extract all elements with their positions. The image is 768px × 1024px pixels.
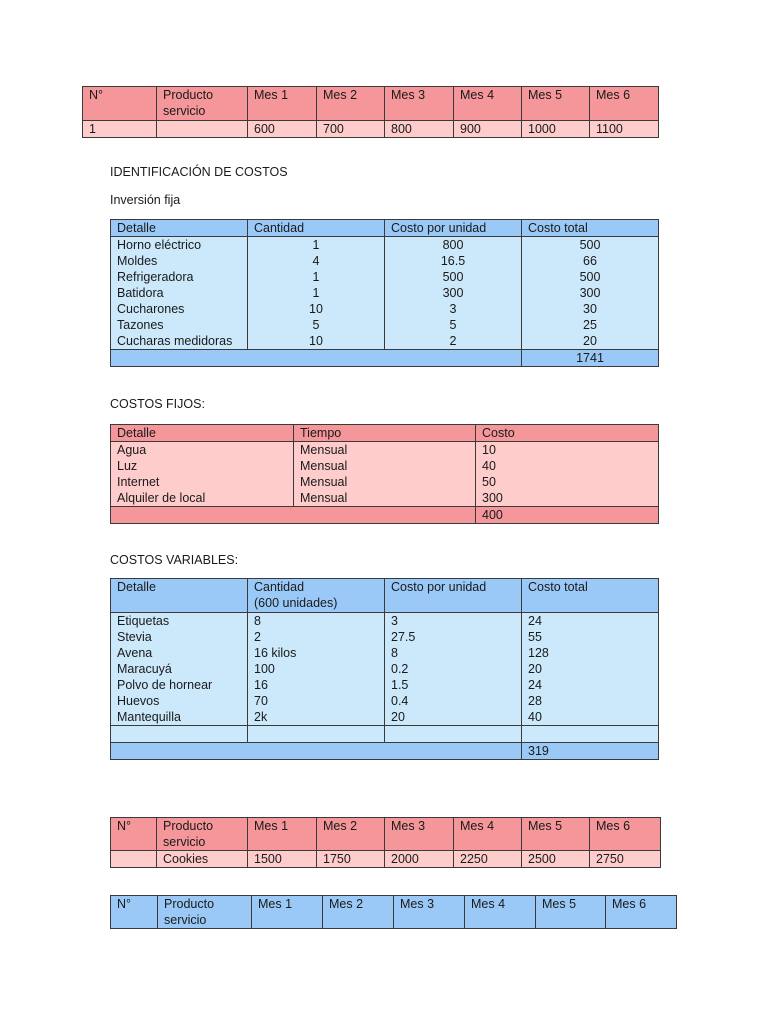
inversion-total: 1741 — [522, 350, 659, 367]
variables-total: 319 — [522, 743, 659, 760]
detalle-column: Horno eléctrico Moldes Refrigeradora Batidora Cucharones Tazones Cucharas medidoras — [111, 237, 248, 350]
empty-cell — [385, 726, 522, 743]
header-producto: Producto servicio — [157, 818, 248, 851]
header-cantidad: Cantidad (600 unidades) — [248, 579, 385, 613]
sales-table-blue — [110, 895, 677, 929]
inversion-title: Inversión fija — [110, 193, 181, 207]
cell-producto: Cookies — [157, 851, 248, 868]
section-title: IDENTIFICACIÓN DE COSTOS — [110, 165, 288, 179]
total-label-cell — [111, 507, 476, 524]
header-n: N° — [83, 87, 157, 121]
header-mes1: Mes 1 — [252, 896, 323, 929]
total-label-cell — [111, 350, 522, 367]
sales-table-cookies — [110, 817, 661, 868]
cell-mes4: 900 — [454, 121, 522, 138]
header-mes6: Mes 6 — [606, 896, 677, 929]
fijos-total: 400 — [476, 507, 659, 524]
header-mes6: Mes 6 — [590, 818, 661, 851]
header-mes5: Mes 5 — [536, 896, 606, 929]
header-mes2: Mes 2 — [317, 818, 385, 851]
header-mes1: Mes 1 — [248, 87, 317, 121]
cell-mes6: 1100 — [590, 121, 659, 138]
costo-column: 10 40 50 300 — [476, 442, 659, 507]
costo-unidad-column: 800 16.5 500 300 3 5 2 — [385, 237, 522, 350]
cell-mes2: 700 — [317, 121, 385, 138]
detalle-column: Agua Luz Internet Alquiler de local — [111, 442, 294, 507]
header-mes6: Mes 6 — [590, 87, 659, 121]
cell-producto — [157, 121, 248, 138]
header-mes4: Mes 4 — [454, 87, 522, 121]
header-producto: Producto servicio — [157, 87, 248, 121]
header-n: N° — [111, 896, 158, 929]
cell-mes1: 1500 — [248, 851, 317, 868]
variables-title: COSTOS VARIABLES: — [110, 553, 239, 567]
cell-mes6: 2750 — [590, 851, 661, 868]
header-costo: Costo — [476, 425, 659, 442]
cell-mes3: 2000 — [385, 851, 454, 868]
detalle-column: Etiquetas Stevia Avena Maracuyá Polvo de hornear Huevos Mantequilla — [111, 613, 248, 726]
header-costo-unidad: Costo por unidad — [385, 220, 522, 237]
header-costo-total: Costo total — [522, 220, 659, 237]
costo-total-column: 24 55 128 20 24 28 40 — [522, 613, 659, 726]
fijos-table — [110, 424, 659, 524]
header-mes1: Mes 1 — [248, 818, 317, 851]
header-mes3: Mes 3 — [385, 818, 454, 851]
cell-mes1: 600 — [248, 121, 317, 138]
header-tiempo: Tiempo — [294, 425, 476, 442]
costo-total-column: 500 66 500 300 30 25 20 — [522, 237, 659, 350]
cell-mes4: 2250 — [454, 851, 522, 868]
header-costo-unidad: Costo por unidad — [385, 579, 522, 613]
total-label-cell — [111, 743, 522, 760]
header-mes2: Mes 2 — [317, 87, 385, 121]
cell-n: 1 — [83, 121, 157, 138]
header-costo-total: Costo total — [522, 579, 659, 613]
cell-mes2: 1750 — [317, 851, 385, 868]
header-mes4: Mes 4 — [465, 896, 536, 929]
header-mes2: Mes 2 — [323, 896, 394, 929]
sales-table-1 — [82, 86, 659, 138]
header-detalle: Detalle — [111, 425, 294, 442]
header-producto: Producto servicio — [158, 896, 252, 929]
header-cantidad: Cantidad — [248, 220, 385, 237]
tiempo-column: Mensual Mensual Mensual Mensual — [294, 442, 476, 507]
header-mes4: Mes 4 — [454, 818, 522, 851]
header-mes5: Mes 5 — [522, 87, 590, 121]
header-mes3: Mes 3 — [394, 896, 465, 929]
costo-unidad-column: 3 27.5 8 0.2 1.5 0.4 20 — [385, 613, 522, 726]
header-detalle: Detalle — [111, 220, 248, 237]
cell-mes3: 800 — [385, 121, 454, 138]
cell-mes5: 1000 — [522, 121, 590, 138]
inversion-table — [110, 219, 659, 367]
empty-cell — [111, 726, 248, 743]
empty-cell — [522, 726, 659, 743]
cantidad-column: 1 4 1 1 10 5 10 — [248, 237, 385, 350]
header-mes3: Mes 3 — [385, 87, 454, 121]
header-n: N° — [111, 818, 157, 851]
cell-mes5: 2500 — [522, 851, 590, 868]
header-detalle: Detalle — [111, 579, 248, 613]
header-mes5: Mes 5 — [522, 818, 590, 851]
cantidad-column: 8 2 16 kilos 100 16 70 2k — [248, 613, 385, 726]
fijos-title: COSTOS FIJOS: — [110, 397, 205, 411]
variables-table — [110, 578, 659, 760]
empty-cell — [248, 726, 385, 743]
cell-n — [111, 851, 157, 868]
